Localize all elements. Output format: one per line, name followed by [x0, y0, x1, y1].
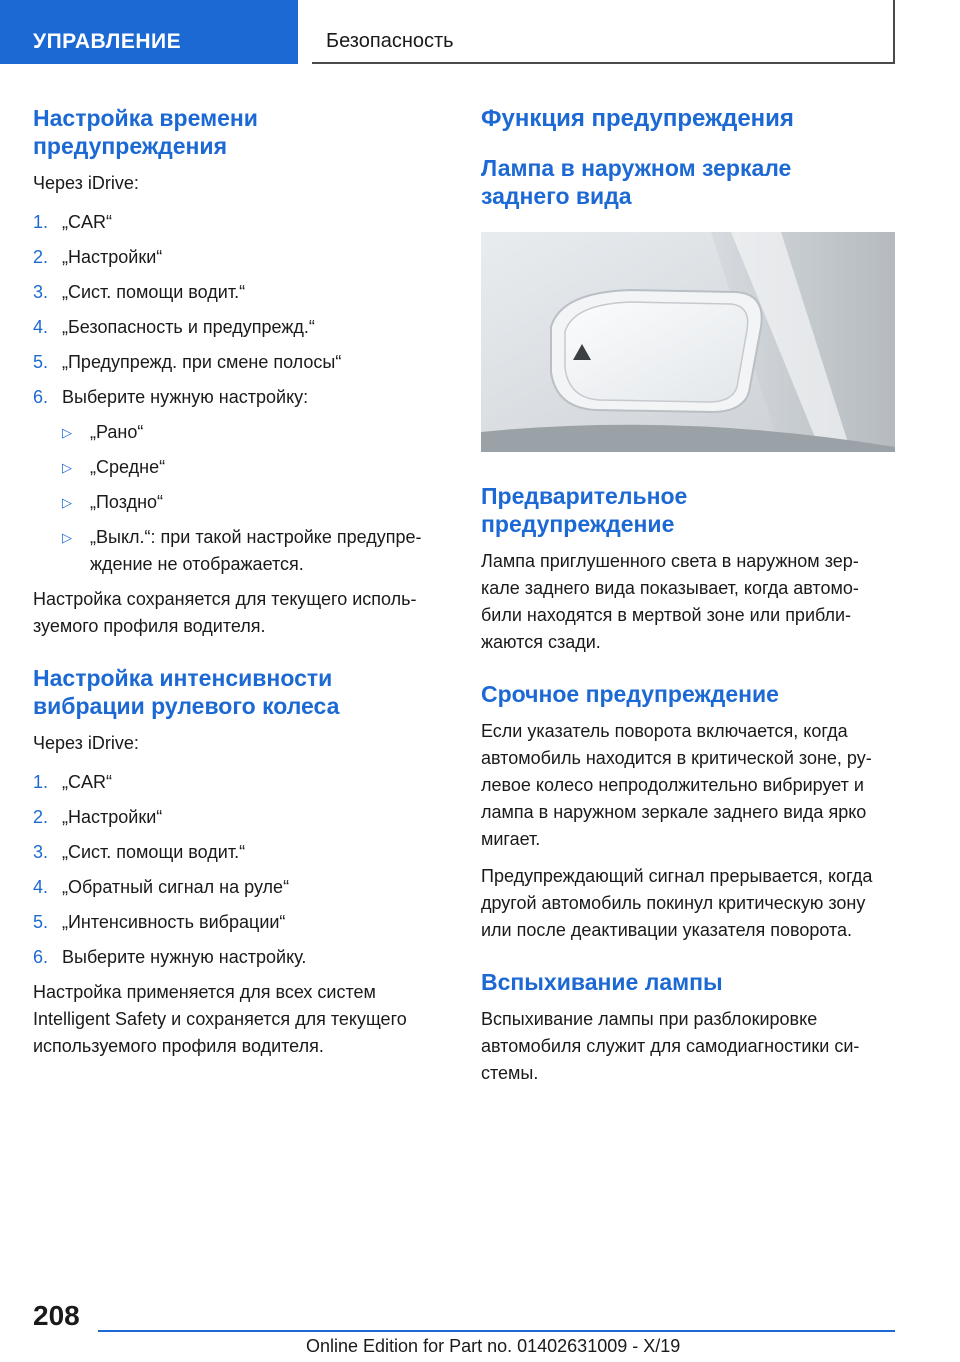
- text-line: Вспыхивание лампы при разблокировке: [481, 1009, 818, 1029]
- right-column: [481, 104, 895, 1087]
- text-line: используемого профиля водителя.: [33, 1036, 324, 1056]
- list-item: [33, 874, 445, 901]
- option-text: „Поздно“: [90, 492, 164, 512]
- option-text: „Средне“: [90, 457, 166, 477]
- step-number: 6.: [33, 947, 49, 967]
- heading-line: Лампа в наружном зеркале: [481, 155, 792, 181]
- list-item: [33, 839, 445, 866]
- step-number: 1.: [33, 772, 49, 792]
- list-item: [33, 244, 445, 271]
- step-number: 3.: [33, 842, 49, 862]
- note-text: [33, 979, 445, 1060]
- text-line: мигает.: [481, 829, 541, 849]
- paragraph: [481, 863, 895, 944]
- text-line: Лампа приглушенного света в наружном зер-: [481, 551, 859, 571]
- list-item: [33, 804, 445, 831]
- triangle-right-icon: ▷: [62, 460, 72, 475]
- step-text: „Сист. помощи водит.“: [62, 282, 246, 302]
- step-number: 2.: [33, 807, 49, 827]
- text-line: били находятся в мертвой зоне или прибли-: [481, 605, 852, 625]
- list-item: [33, 209, 445, 236]
- list-item: [33, 909, 445, 936]
- text-line: автомобиля служит для самодиагностики си-: [481, 1036, 860, 1056]
- step-number: 5.: [33, 352, 49, 372]
- text-line: другой автомобиль покинул критическую зону: [481, 893, 866, 913]
- option-text: „Рано“: [90, 422, 144, 442]
- page-number: 208: [33, 1300, 80, 1331]
- intro-text: Через iDrive:: [33, 173, 139, 193]
- step-number: 2.: [33, 247, 49, 267]
- note-text: [33, 586, 445, 640]
- heading-line: вибрации рулевого колеса: [33, 693, 340, 719]
- list-item: [62, 524, 445, 578]
- left-column: [33, 104, 445, 1060]
- step-text: „Настройки“: [62, 247, 163, 267]
- text-line: левое колесо непродолжительно вибрирует и: [481, 775, 864, 795]
- text-line: лампа в наружном зеркале заднего вида ярко: [481, 802, 867, 822]
- text-line: Предупреждающий сигнал прерывается, когда: [481, 866, 873, 886]
- text-line: или после деактивации указателя поворота.: [481, 920, 853, 940]
- intro-text: Через iDrive:: [33, 733, 139, 753]
- section-heading-warning-time: [33, 104, 445, 160]
- paragraph: [481, 1006, 895, 1087]
- step-text: „CAR“: [62, 772, 112, 792]
- heading-line: Предварительное: [481, 483, 688, 509]
- heading-line: предупреждения: [33, 133, 227, 159]
- subheading-urgent-warning: Срочное предупреждение: [481, 681, 779, 707]
- text-line: жаются сзади.: [481, 632, 601, 652]
- list-item: [62, 489, 445, 516]
- text-line: кале заднего вида показывает, когда автомо-: [481, 578, 859, 598]
- list-item: [33, 349, 445, 376]
- text-line: Если указатель поворота включается, когда: [481, 721, 848, 741]
- step-text: „Обратный сигнал на руле“: [62, 877, 290, 897]
- heading-line: Настройка интенсивности: [33, 665, 333, 691]
- step-text: „Предупрежд. при смене полосы“: [62, 352, 342, 372]
- option-text: „Выкл.“: при такой настройке предупре-: [90, 527, 422, 547]
- text-line: Intelligent Safety и сохраняется для текущего: [33, 1009, 407, 1029]
- option-text: ждение не отображается.: [90, 554, 304, 574]
- subheading-lamp-flash: Вспыхивание лампы: [481, 969, 723, 995]
- topic-title: Безопасность: [326, 30, 454, 52]
- chapter-title: УПРАВЛЕНИЕ: [33, 30, 182, 53]
- step-number: 1.: [33, 212, 49, 232]
- triangle-right-icon: ▷: [62, 530, 72, 545]
- step-text: „CAR“: [62, 212, 112, 232]
- topic-header: [312, 0, 895, 64]
- paragraph: [481, 718, 895, 853]
- paragraph: [481, 548, 895, 656]
- text-line: автомобиль находится в критической зоне, ру-: [481, 748, 872, 768]
- text-line: зуемого профиля водителя.: [33, 616, 266, 636]
- heading-line: Настройка времени: [33, 105, 258, 131]
- step-number: 4.: [33, 317, 49, 337]
- list-item: [62, 419, 445, 446]
- text-line: Настройка применяется для всех систем: [33, 982, 376, 1002]
- text-line: стемы.: [481, 1063, 539, 1083]
- steps-list: [33, 209, 445, 411]
- step-text: Выберите нужную настройку.: [62, 947, 307, 967]
- heading-line: предупреждение: [481, 511, 675, 537]
- step-number: 5.: [33, 912, 49, 932]
- options-list: [33, 419, 445, 578]
- list-item: [33, 279, 445, 306]
- text-line: Настройка сохраняется для текущего исполь-: [33, 589, 417, 609]
- step-text: „Безопасность и предупрежд.“: [62, 317, 315, 337]
- list-item: [33, 944, 445, 971]
- section-heading-vibration: [33, 664, 445, 720]
- step-text: „Настройки“: [62, 807, 163, 827]
- heading-line: заднего вида: [481, 183, 632, 209]
- footer-divider: [98, 1330, 895, 1332]
- steps-list: [33, 769, 445, 971]
- list-item: [33, 769, 445, 796]
- list-item: [62, 454, 445, 481]
- step-number: 4.: [33, 877, 49, 897]
- list-item: [33, 314, 445, 341]
- subheading-pre-warning: [481, 482, 895, 538]
- footer-edition: Online Edition for Part no. 01402631009 - X/19: [306, 1336, 681, 1356]
- step-number: 3.: [33, 282, 49, 302]
- subheading-mirror-lamp: [481, 154, 895, 210]
- step-text: „Сист. помощи водит.“: [62, 842, 246, 862]
- step-text: Выберите нужную настройку:: [62, 387, 309, 407]
- step-text: „Интенсивность вибрации“: [62, 912, 286, 932]
- triangle-right-icon: ▷: [62, 425, 72, 440]
- step-number: 6.: [33, 387, 49, 407]
- side-mirror-illustration: [481, 232, 895, 452]
- chapter-tab: [0, 0, 298, 64]
- triangle-right-icon: ▷: [62, 495, 72, 510]
- list-item: [33, 384, 445, 411]
- main-heading: Функция предупреждения: [481, 105, 794, 132]
